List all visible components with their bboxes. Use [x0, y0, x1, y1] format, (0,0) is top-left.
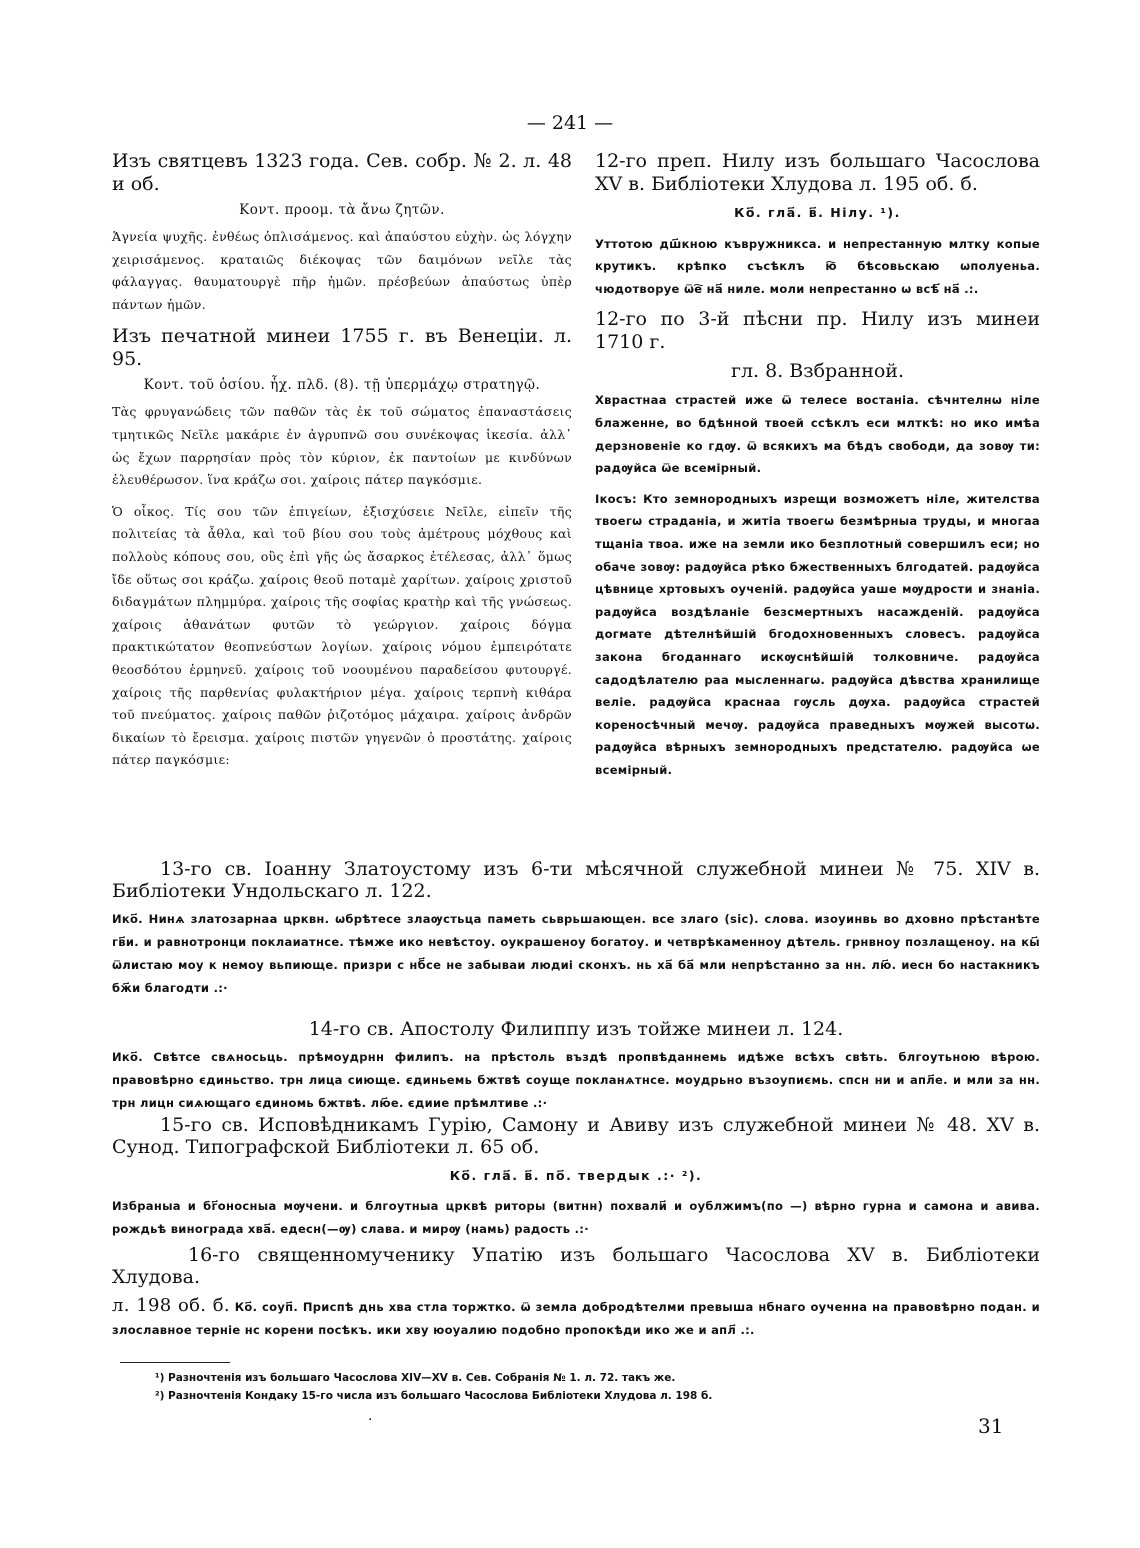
paragraph-16 [112, 1294, 1040, 1342]
footnote-1: ¹) Разночтенія изъ большаго Часослова XIV—XV в. Сев. Собранія № 1. л. 72. такъ же. [155, 1372, 676, 1384]
folio-ref-16: л. 198 об. б. [112, 1295, 230, 1316]
right-column [595, 150, 1040, 789]
paragraph-15: Избраныа и бг҃оносныа мѹчени. и блгоутныа црквѣ риторы (витнн) похвали҃ и оублжимъ(по —) вѣрно гурна и самона и авива. рождьѣ винограда хва҃. едесн(—ѹ) слава. и мирѹ (намь) радость .:· [112, 1199, 1040, 1236]
left-paragraph-1: Ἁγνεία ψυχῆς. ἐνθέως ὁπλισάμενος. καὶ ἀπαύστου εὐχὴν. ὡς λόγχην χειρισάμενος. κραταιῶς διέκοψας τῶν δαιμόνων νεῖλε τὰς φάλαγγας. θαυματουργὲ πῆρ ἡμῶν. πρέσβεύων ἀπαύστως ὑπὲρ πάντων ἡμῶν. [112, 229, 572, 312]
left-heading-2: Изъ печатной минеи 1755 г. въ Венеціи. л. 95. [112, 325, 572, 371]
page-number: — 241 — [526, 112, 614, 134]
right-heading-3: гл. 8. Взбранной. [731, 360, 904, 383]
right-paragraph-2: Хврастнаа страстей иже ѿ телесе востаніа. сѣчнтелнѡ ніле блаженне, во бдѣнной твоей ссѣклъ еси млткѣ: но ико имѣа дерзновеніе ко гдѹ. ѿ всякихъ ма бѣдъ свободи, да зовѹ ти: радѹйса ѿе всемірный. [595, 393, 1040, 476]
paragraph-13: Ико҃. Нинѧ златозарнаа црквн. ѡбрѣтесе злаѹстьца паметь сьврьшающен. все злаго (sic). слова. изоуинвь во дховно прѣстанѣте гв҃и. и равнотронци поклаиатнсе. тѣмже ико невѣстоу. оукрашеноу богатоу. и четврѣкаменноу дѣтель. грнвноу позлащеноу. на кы҃ ѿлистаю моу к немоу вьпиюще. призри с нб҃се не забываи людиі сконхъ. нь ха҃ ба҃ мли непрѣстанно за нн. лю҃. иесн бо настакникъ бж҃и благодти .:· [112, 912, 1040, 995]
subheading-15: Ко҃. гла҃. в҃. по҃. твердык .:· ²). [449, 1168, 703, 1183]
right-subheading-1: Ко҃. гла҃. в҃. Нілу. ¹). [734, 205, 901, 220]
footnote-rule [120, 1362, 230, 1363]
section-16 [112, 1244, 1040, 1350]
heading-16: 16-го священномученику Упатію изъ большаго Часослова XV в. Библіотеки Хлудова. [112, 1244, 1040, 1288]
left-subheading-1: Κοντ. προομ. τὰ ἄνω ζητῶν. [239, 202, 445, 218]
paragraph-14: Ико҃. Свѣтсе свѧносьць. прѣмоудрнн филипъ. на прѣстоль въздѣ пропвѣданнемь идѣже всѣхъ свѣть. блгоутьною вѣрою. правовѣрно єдиньство. трн лица сиюще. єдиньемь бжтвѣ соуще покланѧтнсе. моудрьно възоупиємь. спсн ни и апл҃е. и мли за нн. трн лицн сиѧющаго єдиномь бжтвѣ. лю҃е. єдиие прѣмлтиве .:· [112, 1050, 1040, 1110]
section-13 [112, 858, 1040, 1008]
left-heading-1: Изъ святцевъ 1323 года. Сев. собр. № 2. л. 48 и об. [112, 150, 572, 195]
right-heading-1: 12-го преп. Нилу изъ большаго Часослова XV в. Библіотеки Хлудова л. 195 об. б. [595, 150, 1040, 195]
right-heading-2: 12-го по 3-й пѣсни пр. Нилу изъ минеи 1710 г. [595, 308, 1040, 354]
paragraph-16-text: Ко҃. соуп҃. Приспѣ днь хва стла торжтко. ѿ земла добродѣтелми превыша нбнаго оученна на правовѣрно подан. и злославное терніе нс корени посѣкъ. ики хву юоуалию подобно пропокѣди ико же и апл҃ .:. [112, 1300, 1040, 1337]
heading-14: 14-го св. Апостолу Филиппу изъ тойже минеи л. 124. [308, 1018, 844, 1040]
heading-15: 15-го св. Исповѣдникамъ Гурію, Самону и Авиву изъ служебной минеи № 48. XV в. Сунод. Типографской Библіотеки л. 65 об. [112, 1114, 1040, 1158]
heading-13: 13-го св. Іоанну Златоустому изъ 6-ти мѣсячной служебной минеи № 75. XIV в. Библіотеки Ундольскаго л. 122. [112, 858, 1040, 902]
signature-mark: 31 [978, 1414, 1004, 1438]
right-paragraph-1: Уттотою дш҃кною къвружникса. и непрестанную млтку копые крутикъ. крѣпко съсѣклъ ю҇ бѣсовьскаю ѡполуеньа. чюдотворуе ѿе҇ на҃ ниле. моли непрестанно ѡ всѣ҃ на҃ .:. [595, 236, 1040, 296]
left-subheading-2: Κοντ. τοῦ ὁσίου. ἦχ. πλδ. (8). τῇ ὑπερμάχῳ στρατηγῷ. [143, 377, 541, 394]
stray-dot: · [368, 1412, 373, 1428]
left-paragraph-3: Ὁ οἶκος. Τίς σου τῶν ἐπιγείων, ἐξισχύσειε Νεῖλε, εἰπεῖν τῆς πολιτείας τὰ ἆθλα, καὶ τοῦ βίου σου τοὺς ἀμέτρους μόχθους καὶ πολλοὺς κόπους σου, οὓς ἐπὶ γῆς ὡς ἄσαρκος ἐτέλεσας, ἀλλ᾽ ὅμως ἴδε οὕτως σοι κράζω. χαίροις θεοῦ ποταμὲ χαρίτων. χαίροις χριστοῦ διδαγμάτων πλημμύρα. χαίροις τῆς σοφίας κρατὴρ καὶ τῆς γνώσεως. χαίροις ἀθανάτων φυτῶν τὸ γεώργιον. χαίροις δόγμα πρακτικώτατον θεοπνεύστων λογίων. χαίροις νόμου ἐμπειρότατε θεοσδότου ἑρμηνεῦ. χαίροις τοῦ νοουμένου παραδείσου φυτουργέ. χαίροις τῆς παρθενίας φυλακτήριον μέγα. χαίροις τερπνὴ κιθάρα τοῦ πνεύματος. χαίροις παθῶν ῥιζοτόμος μάχαιρα. χαίροις ἀνδρῶν δικαίων τὸ ἔρεισμα. χαίροις πιστῶν γηγενῶν ὁ προστάτης. χαίροις πάτερ παγκόσμιε: [112, 503, 572, 768]
section-15 [112, 1114, 1040, 1249]
footnote-2: ²) Разночтенія Кондаку 15-го числа изъ большаго Часослова Библіотеки Хлудова л. 198 б. [155, 1390, 713, 1402]
left-column [112, 150, 572, 781]
section-14 [112, 1018, 1040, 1123]
left-paragraph-2: Τὰς φρυγανώδεις τῶν παθῶν τὰς ἐκ τοῦ σώματος ἐπαναστάσεις τμητικῶς Νεῖλε μακάριε ἐν ἀγρυπνῶ σου συνέκοψας ἱκεσία. ἀλλ᾽ ὡς ἔχων παρρησίαν πρὸς τὸν κύριον, ἐκ παντοίων με κινδύνων ἐλευθέρωσον. ἵνα κράζω σοι. χαίροις πάτερ παγκόσμιε. [112, 404, 572, 488]
right-paragraph-3: Ікосъ: Кто земнородныхъ изрещи возможетъ ніле, жителства твоегѡ страданіа, и житіа твоегѡ безмѣрныа труды, и многаа тщаніа твоа. иже на земли ико безплотный совершилъ еси; но обаче зовѹ: радѹйса рѣко бжественныхъ блгодатей. радѹйса цѣвнице хртовыхъ оученій. радѹйса уаше мѹдрости и знаніа. радѹйса воздѣланіе безсмертныхъ насажденій. радѹйса догмате дѣтелнѣйшій бгодохновенныхъ словесъ. радѹйса закона бгоданнаго искѹснѣйшій толковниче. радѹйса садодѣлателю раа мысленнагѡ. радѹйса дѣвства хранилище веліе. радѹйса краснаа гѹсль дѹха. радѹйса страстей кореносѣчный мечѹ. радѹйса праведныхъ мѹжей высотѡ. радѹйса вѣрныхъ земнородныхъ предстателю. радѹйса ѡе всемірный. [595, 491, 1040, 777]
